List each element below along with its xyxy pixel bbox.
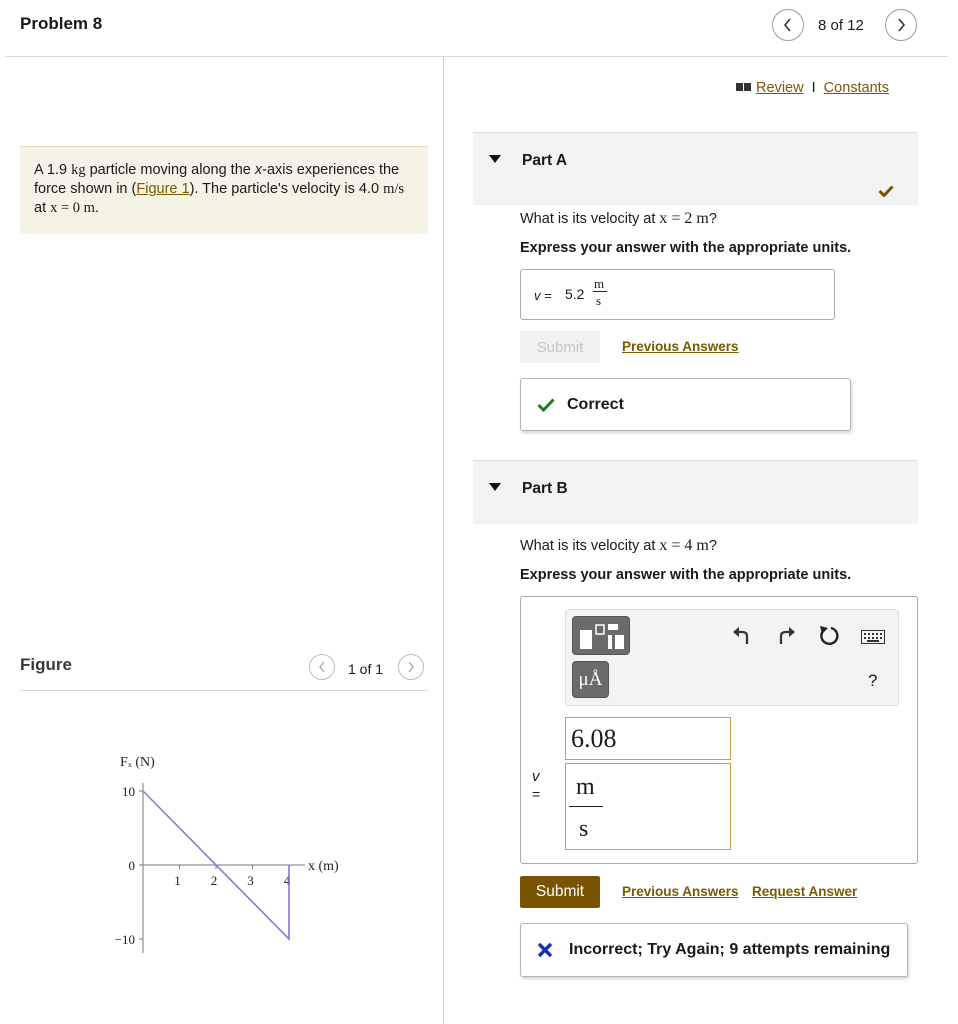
help-button[interactable]: ? [868, 671, 878, 690]
value-input[interactable]: 6.08 [565, 717, 731, 760]
answer-unit-den: s [596, 293, 602, 308]
y-tick-label: 0 [128, 858, 135, 873]
review-link[interactable]: Review [756, 80, 804, 96]
velocity-value: 4.0 [358, 181, 384, 197]
part-a-header[interactable] [473, 132, 918, 205]
figure-counter: 1 of 1 [348, 661, 384, 677]
resource-links [736, 80, 889, 96]
part-a-instruction: Express your answer with the appropriate units. [520, 240, 852, 256]
answer-label: v = [534, 288, 552, 303]
x-tick-label: 4 [283, 873, 291, 888]
question-text: ? [708, 538, 717, 554]
question-text: What is its velocity at [520, 211, 660, 227]
fraction-bar [569, 806, 603, 807]
part-a-title: Part A [522, 152, 568, 169]
axis-variable: x [254, 162, 263, 178]
force-position-graph [100, 745, 360, 965]
math-toolbar [565, 609, 899, 706]
problem-text: ). The particle's velocity is [189, 181, 359, 197]
book-icon [736, 82, 752, 92]
part-b-previous-answers-link[interactable]: Previous Answers [622, 884, 739, 899]
chevron-right-icon [407, 661, 415, 673]
part-b-instruction: Express your answer with the appropriate units. [520, 567, 852, 583]
x-icon [537, 942, 553, 958]
question-text: What is its velocity at [520, 538, 660, 554]
unit-denominator: s [579, 816, 589, 842]
axes [143, 783, 305, 953]
request-answer-link[interactable]: Request Answer [752, 884, 858, 899]
x-tick-label: 2 [210, 873, 218, 888]
variable-label: v [532, 768, 540, 785]
chevron-left-icon [783, 18, 793, 32]
x-tick-label: 1 [174, 873, 181, 888]
collapse-triangle-icon[interactable] [489, 483, 501, 491]
undo-icon[interactable] [732, 626, 752, 646]
answer-value: 5.2 [565, 286, 585, 302]
feedback-text: Incorrect; Try Again; 9 attempts remaining [569, 941, 891, 958]
part-b-title: Part B [522, 480, 568, 497]
problem-text: at [34, 200, 51, 216]
link-separator: I [811, 80, 816, 96]
next-problem-button[interactable] [885, 9, 917, 41]
reset-icon[interactable] [818, 625, 840, 647]
units-input[interactable] [565, 763, 731, 850]
figure-link[interactable]: Figure 1 [136, 181, 190, 197]
question-math: x = 2 m [659, 210, 709, 227]
figure-divider [20, 690, 428, 691]
keyboard-icon[interactable] [861, 630, 885, 644]
fraction-bar [593, 291, 607, 292]
chevron-right-icon [896, 18, 906, 32]
unit-numerator: m [576, 774, 595, 800]
problem-statement [20, 146, 428, 234]
units-button[interactable]: μÅ [572, 661, 609, 698]
header-divider [5, 56, 948, 57]
part-a-question [520, 210, 717, 228]
mass-unit: kg [71, 162, 86, 178]
problem-text: -axis experiences the force shown in ( [34, 162, 400, 197]
templates-button[interactable] [572, 616, 630, 655]
equals-sign: = [532, 786, 541, 802]
y-axis-label: Fₓ (N) [120, 755, 155, 770]
question-math: x = 4 m [659, 537, 709, 554]
pane-divider [443, 57, 444, 1024]
constants-link[interactable]: Constants [823, 80, 889, 96]
checkmark-icon [878, 185, 894, 197]
next-figure-button[interactable] [398, 654, 424, 680]
collapse-triangle-icon[interactable] [489, 155, 501, 163]
part-a-feedback [520, 378, 851, 431]
x-tick-label: 3 [247, 873, 254, 888]
y-tick-label: −10 [114, 932, 135, 947]
figure-heading: Figure [20, 655, 72, 674]
checkmark-icon [537, 398, 555, 412]
problem-text: A 1.9 [34, 162, 72, 178]
part-b-submit-button[interactable]: Submit [520, 876, 600, 908]
part-a-submit-button[interactable]: Submit [520, 331, 600, 363]
problem-title: Problem 8 [20, 14, 103, 33]
feedback-text: Correct [567, 395, 624, 413]
part-a-answer-display [520, 269, 835, 320]
problem-text: particle moving along the [85, 162, 255, 178]
problem-text: . [94, 200, 99, 216]
part-b-question [520, 537, 717, 555]
part-a-previous-answers-link[interactable]: Previous Answers [622, 339, 739, 354]
y-tick-label: 10 [122, 784, 135, 799]
templates-icon [573, 617, 631, 656]
velocity-unit: m/s [383, 181, 405, 197]
previous-problem-button[interactable] [772, 9, 804, 41]
chevron-left-icon [318, 661, 326, 673]
position-math: x = 0 m [50, 200, 95, 216]
question-text: ? [708, 211, 717, 227]
part-b-header[interactable] [473, 460, 918, 524]
x-axis-label: x (m) [308, 859, 339, 874]
redo-icon[interactable] [776, 626, 796, 646]
answer-unit-num: m [594, 276, 605, 291]
problem-counter: 8 of 12 [818, 17, 864, 34]
previous-figure-button[interactable] [309, 654, 335, 680]
part-b-feedback [520, 923, 908, 977]
